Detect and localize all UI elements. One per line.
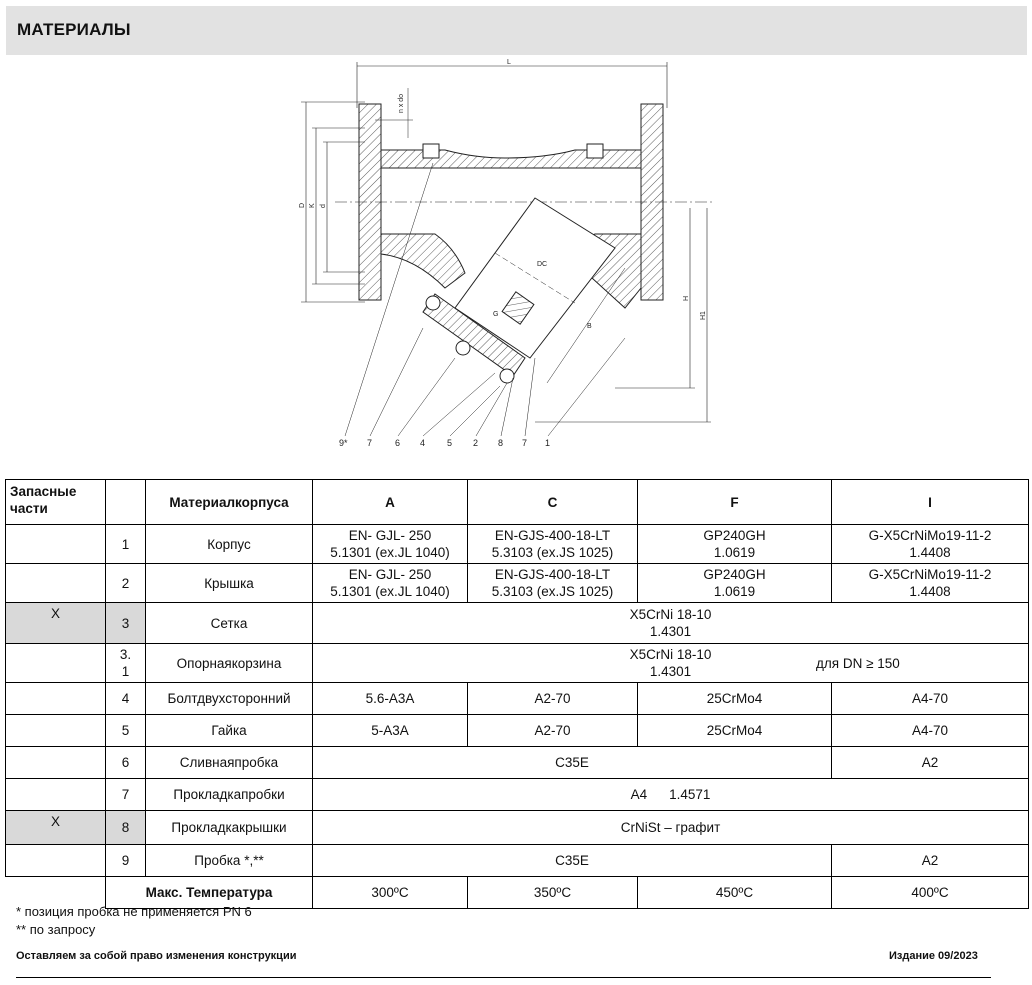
table-row: 4 Болтдвухсторонний 5.6-A3A A2-70 25CrMo4 A4-70 [6,683,1029,715]
col-f-header: F [638,480,832,525]
callout: 5 [447,438,453,448]
callout: 7 [522,438,528,448]
callout: 7 [367,438,373,448]
table-row: 1 Корпус EN- GJL- 250 5.1301 (ex.JL 1040) EN-GJS-400-18-LT 5.3103 (ex.JS 1025) GP240GH 1.0619 G-X5CrNiMo19-11-2 1.4408 [6,525,1029,564]
col-i-header: I [832,480,1029,525]
callout: 8 [498,438,504,448]
dim-L: L [507,59,511,66]
dim-H1: H1 [700,311,707,320]
callout: 4 [420,438,426,448]
dim-H: H [683,295,690,301]
table-row: 9 Пробка *,** C35E A2 [6,845,1029,877]
materials-table [5,479,1029,909]
callout: 6 [395,438,401,448]
col-c-header: C [468,480,638,525]
callout: 9* [339,438,348,448]
footnote-1: * позиция пробка не применяется PN 6 [16,904,252,919]
dim-K: K [309,203,316,208]
callout: 1 [545,438,551,448]
footer-disclaimer: Оставляем за собой право изменения конструкции [16,950,297,962]
temperature-row: Макс. Температура 300ºC 350ºC 450ºC 400ºC [6,877,1029,909]
spare-parts-header: Запасные части [6,480,106,525]
dim-D: D [299,202,306,208]
table-row: 3. 1 Опорнаякорзина X5CrNi 18-10 1.4301 для DN ≥ 150 [6,644,1029,683]
footnote-2: ** по запросу [16,922,96,937]
dim-d: d [320,204,327,208]
footer-divider [16,977,991,978]
footer-edition: Издание 09/2023 [889,950,978,962]
table-row: X 3 Сетка X5CrNi 18-10 1.4301 [6,603,1029,644]
table-row: 5 Гайка 5-A3A A2-70 25CrMo4 A4-70 [6,715,1029,747]
table-row: 6 Сливнаяпробка C35E A2 [6,747,1029,779]
col-a-header: A [313,480,468,525]
section-header [6,6,1027,55]
temp-label: Макс. Температура [106,877,313,909]
spare-mark: X [6,603,106,644]
material-header: Материалкорпуса [146,480,313,525]
dim-G: G [493,311,499,318]
spare-mark: X [6,811,106,845]
dim-B: B [587,323,592,330]
table-header-row [6,480,1029,525]
dim-nxdo: n x do [398,93,405,113]
table-row: 7 Прокладкапробки A4 1.4571 [6,779,1029,811]
section-title: МАТЕРИАЛЫ [17,20,131,39]
table-row: 2 Крышка EN- GJL- 250 5.1301 (ex.JL 1040) EN-GJS-400-18-LT 5.3103 (ex.JS 1025) GP240GH 1.0619 G-X5CrNiMo19-11-2 1.4408 [6,564,1029,603]
dn-note: для DN ≥ 150 [816,656,900,671]
strainer-drawing [295,58,735,453]
table-row: X 8 Прокладкакрышки CrNiSt – графит [6,811,1029,845]
dim-DC: DC [537,261,548,268]
callout: 2 [473,438,479,448]
